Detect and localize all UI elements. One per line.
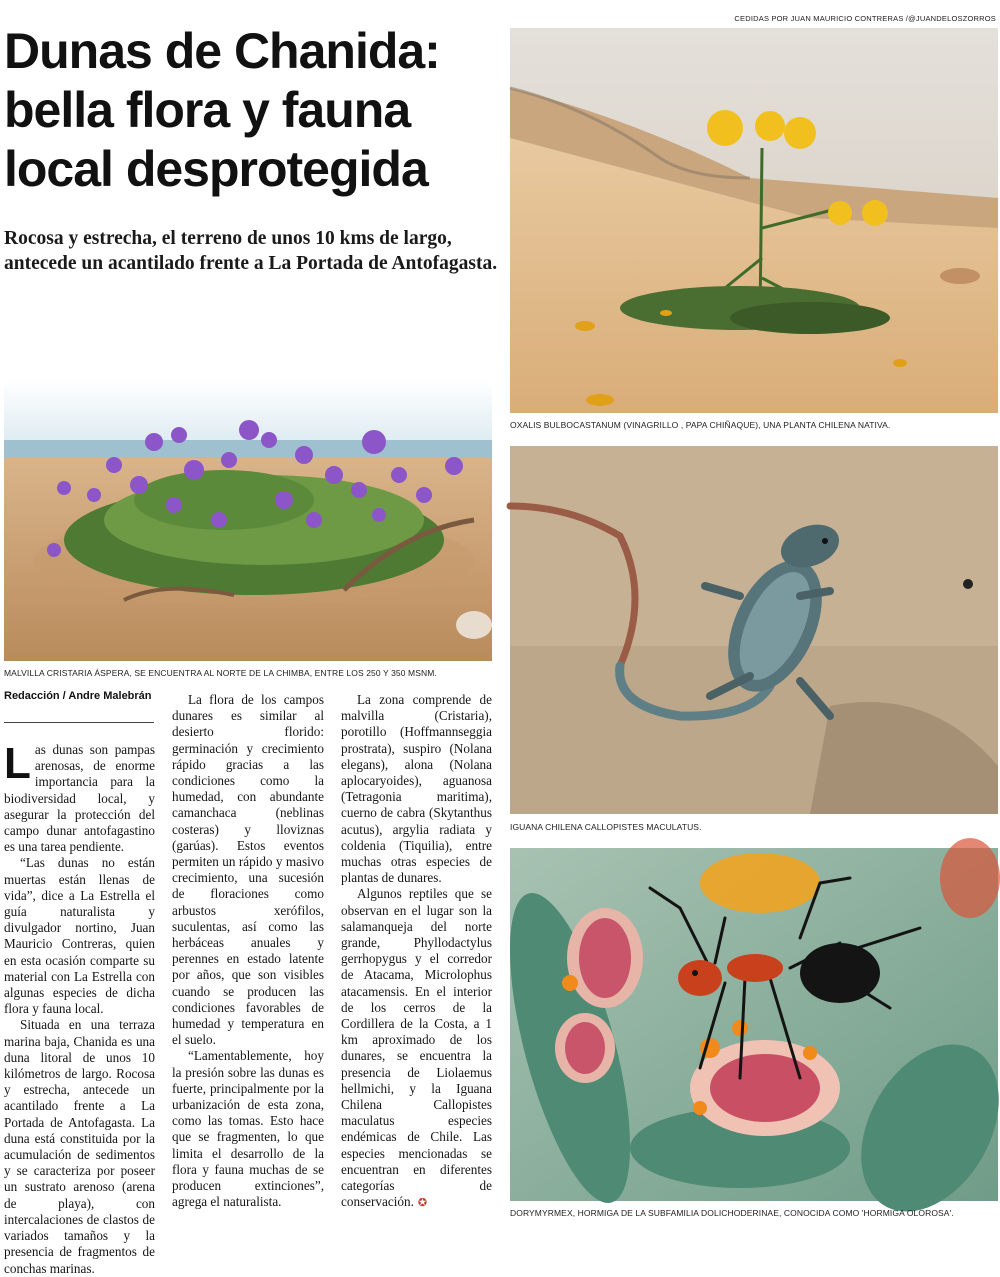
paragraph-6: La zona comprende de malvilla (Cristaria), porotillo (Hoffmannseggia prostrata), suspiro (Nolana elegans), alona (Nolana aplocaryoides), aguanosa (Tetragonia maritima), cuerno de cabra (Skytanthus acutus), argylia radiata y coldenia (Tiquilia), entre muchas otras especies de plantas de dunares. [341,692,492,886]
oxalis-caption: OXALIS BULBOCASTANUM (VINAGRILLO , PAPA CHIÑAQUE), UNA PLANTA CHILENA NATIVA. [510,420,891,430]
byline-rule [4,722,154,723]
paragraph-1: as dunas son pampas arenosas, de enorme importancia para la biodiversidad local, y asegurar la protección del campo dunar antofagastino es una tarea pendiente. [4,742,155,855]
paragraph-7 [341,886,492,1211]
hormiga-photo [510,848,998,1201]
malvilla-photo [4,380,492,661]
body-column-3 [341,692,492,1226]
iguana-photo [510,446,998,814]
end-mark-icon: ✪ [417,1197,428,1210]
drop-cap: L [4,739,31,788]
byline: Redacción / Andre Malebrán [4,690,152,702]
photo-credit: CEDIDAS POR JUAN MAURICIO CONTRERAS /@JUANDELOSZORROS [734,14,996,23]
body-column-2 [172,692,324,1226]
headline: Dunas de Chanida: bella flora y fauna local desprotegida [4,23,440,197]
body-column-1 [4,739,155,1276]
hormiga-caption: DORYMYRMEX, HORMIGA DE LA SUBFAMILIA DOLICHODERINAE, CONOCIDA COMO 'HORMIGA OLOROSA'. [510,1208,954,1218]
oxalis-photo [510,28,998,413]
paragraph-4: La flora de los campos dunares es similar al desierto florido: germinación y crecimiento rápido gracias a las condiciones como la humedad, con abundante camanchaca (neblinas costeras) y lloviznas (garúas). Estos eventos permiten un rápido y masivo crecimiento, una sucesión de floraciones como arbustos xerófilos, suculentas, así como las herbáceas anuales y perennes en estado latente por años, que son visibles cuando se producen las condiciones favorables de humedad y temperatura en el suelo. [172,692,324,1048]
iguana-caption: IGUANA CHILENA CALLOPISTES MACULATUS. [510,822,702,832]
paragraph-3: Situada en una terraza marina baja, Chanida es una duna litoral de unos 10 kilómetros de largo. Rocosa y estrecha, antecede un acantilado frente a La Portada de Antofagasta. La duna está constituida por la acumulación de sedimentos y se caracteriza por poseer un sustrato arenoso (arena de playa), con intercalaciones de clastos de variados tamaños y la presencia de fragmentos de conchas marinas. [4,1017,155,1276]
paragraph-2: “Las dunas no están muertas están llenas de vida”, dice a La Estrella el guía naturalista y divulgador nortino, Juan Mauricio Contreras, quien en esta ocasión comparte su material con La Estrella con algunas especies de dicha flora y fauna local. [4,855,155,1017]
subheadline: Rocosa y estrecha, el terreno de unos 10 kms de largo, antecede un acantilado frente a La Portada de Antofagasta. [4,228,498,274]
paragraph-5: “Lamentablemente, hoy la presión sobre las dunas es fuerte, principalmente por la urbanización de esta zona, como las tomas. Esto hace que se fragmenten, lo que limita el desarrollo de la flora y fauna muchas de se producen extinciones”, agrega el naturalista. [172,1048,324,1210]
paragraph-7-text: Algunos reptiles que se observan en el lugar son la salamanqueja del norte grande, Phyllodactylus gerrhopygus y el corredor de Atacama, Microlophus atacamensis. En el interior de los cerros de la Cordillera de la Costa, a 1 km aproximado de los dunares, se encuentra la presencia de Liolaemus hellmichi, y la Iguana Chilena Callopistes maculatus especies endémicas de Chile. Las especies mencionadas se encuentran en diferentes categorías de conservación. [341,886,492,1210]
malvilla-caption: MALVILLA CRISTARIA ÁSPERA, SE ENCUENTRA AL NORTE DE LA CHIMBA, ENTRE LOS 250 Y 350 MSNM. [4,668,437,678]
